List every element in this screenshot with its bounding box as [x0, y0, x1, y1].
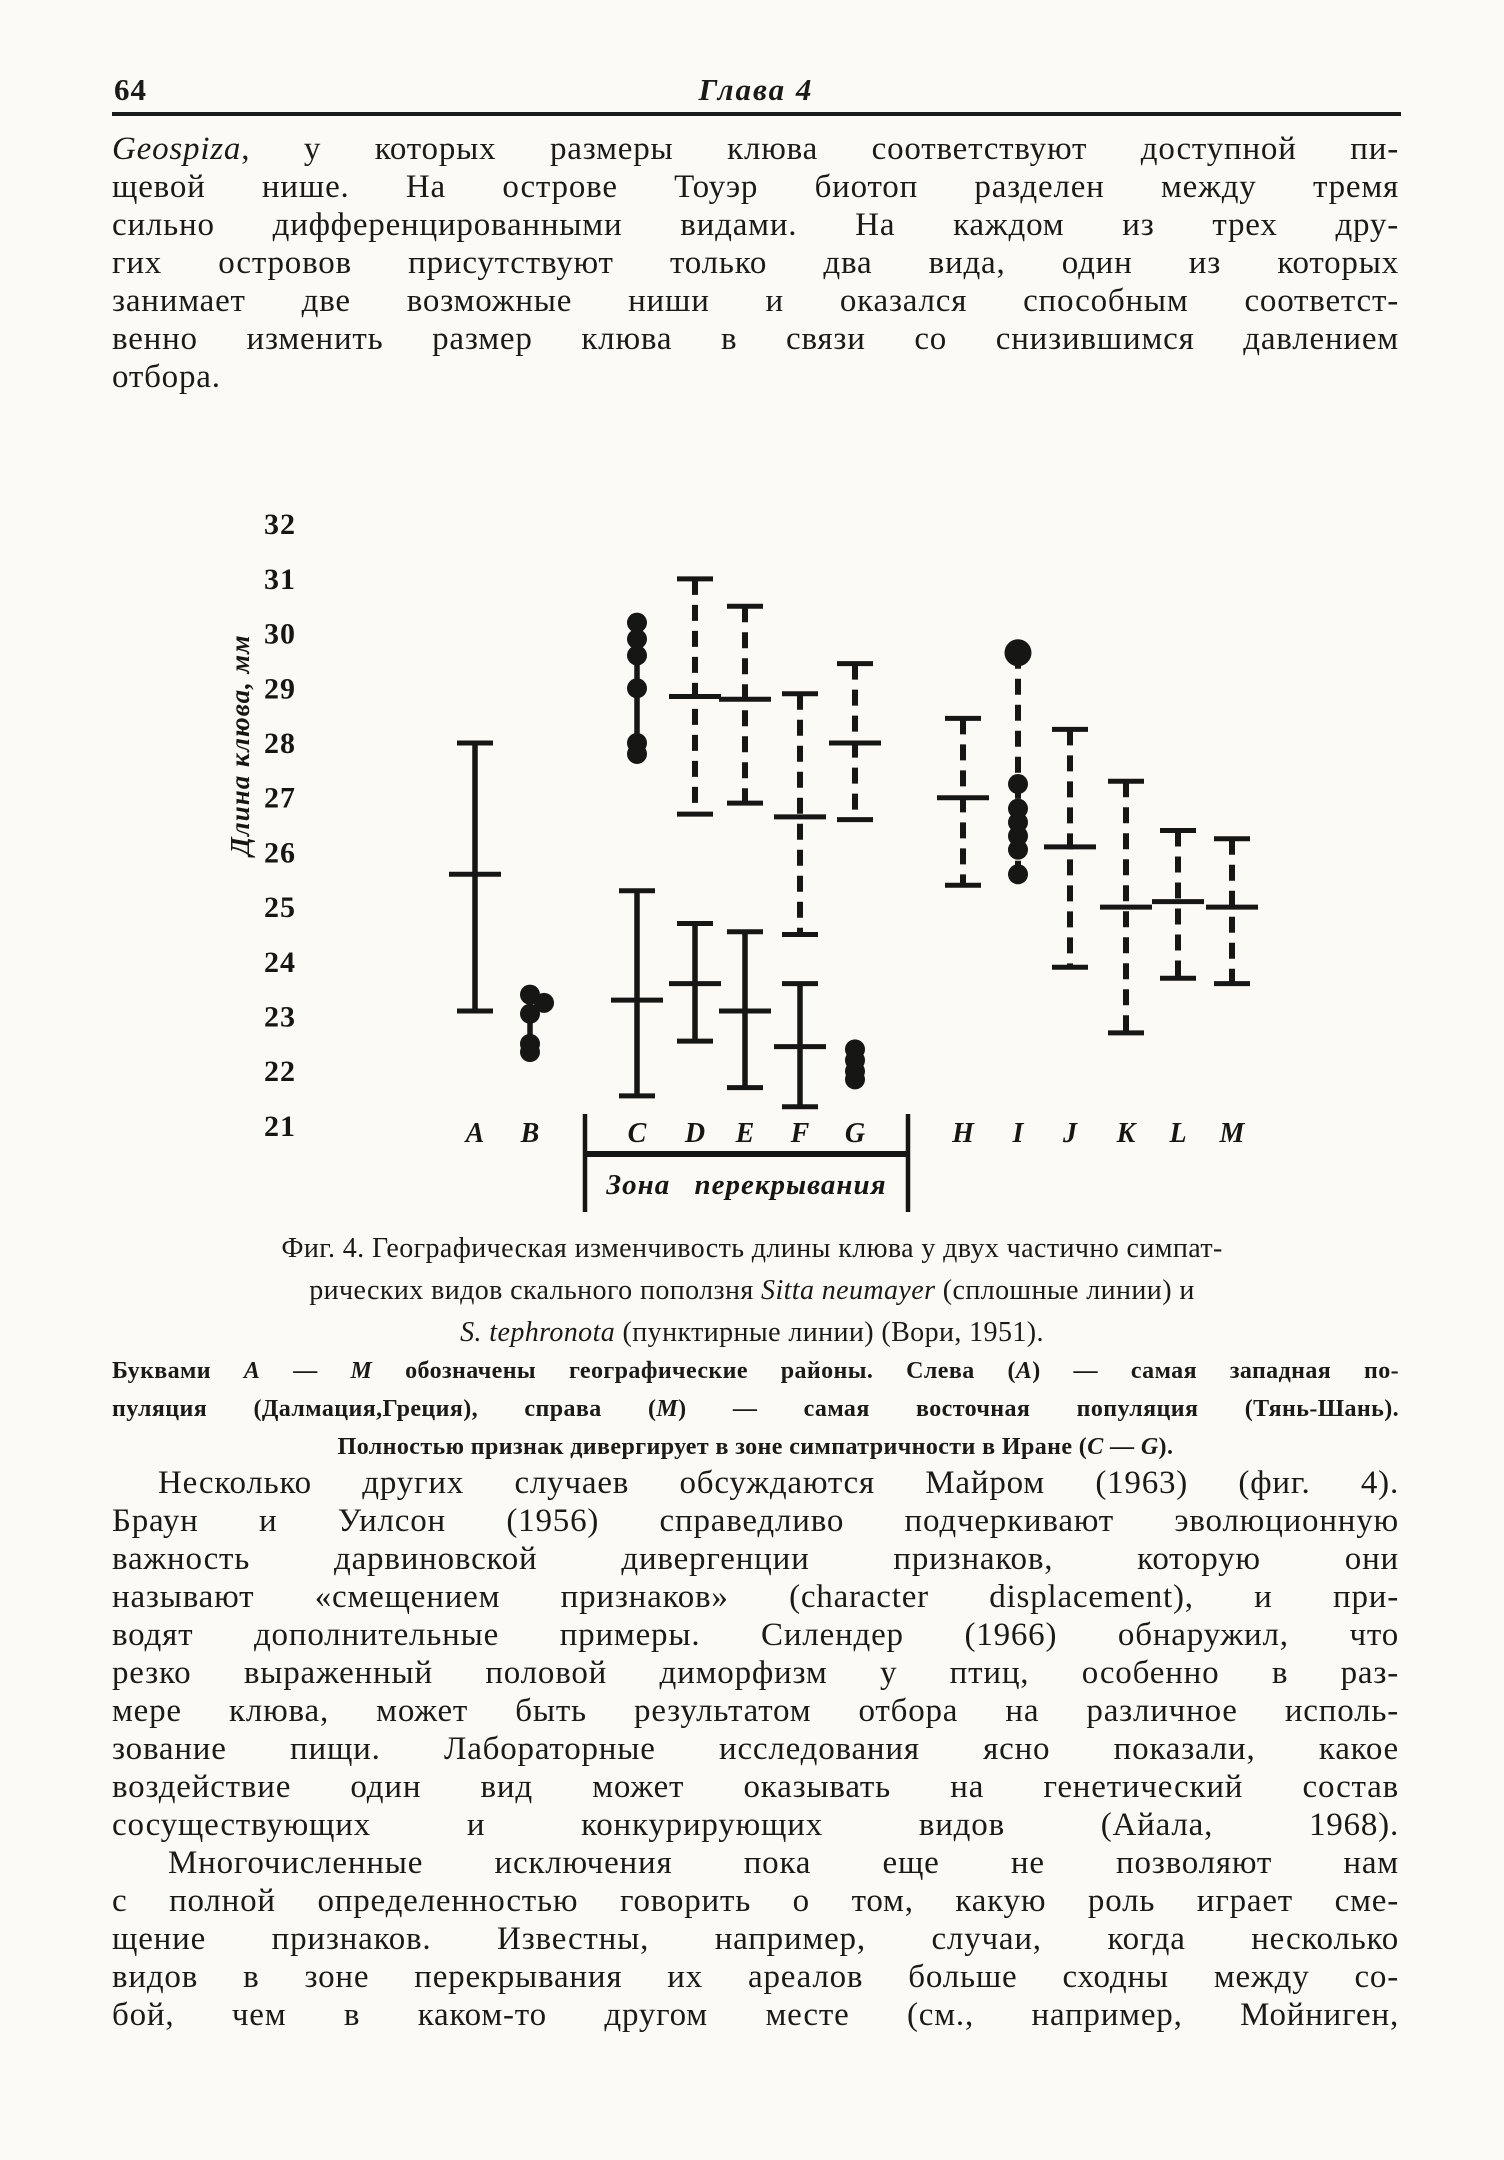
specimen-dot [845, 1069, 865, 1089]
figure-caption-line-3: S. tephronota (пунктирные линии) (Вори, 1951). [460, 1317, 1044, 1348]
chapter-title: Глава 4 [698, 72, 814, 107]
x-label-B: B [520, 1118, 540, 1149]
figure-caption-line-1: Фиг. 4. Географическая изменчивость длины клюва у двух частично симпат- [281, 1233, 1223, 1264]
chart-column-B [520, 985, 554, 1149]
figure-note-line-1: Буквами A — M обозначены географические районы. Слева (A) — самая западная по- [112, 1358, 1400, 1384]
chart-column-G [829, 664, 881, 1149]
specimen-dot [627, 733, 647, 753]
header-rule [112, 112, 1401, 116]
paragraph-1-line-4: гих островов присутствуют только два вида, один из которых [112, 245, 1399, 281]
paragraph-1-line-6: венно изменить размер клюва в связи со снизившимся давлением [112, 321, 1399, 357]
x-label-E: E [735, 1118, 755, 1149]
x-label-C: C [627, 1118, 647, 1149]
page-number: 64 [114, 72, 147, 107]
paragraph-2-line-10: сосуществующих и конкурирующих видов (Айала, 1968). [112, 1807, 1399, 1843]
paragraph-2-line-8: зование пищи. Лабораторные исследования ясно показали, какое [112, 1731, 1399, 1767]
x-label-A: A [465, 1118, 485, 1149]
paragraph-3-line-5: бой, чем в каком-то другом месте (см., например, Мойниген, [112, 1997, 1399, 2033]
chart-column-J [1044, 729, 1096, 1149]
specimen-dot [520, 1004, 540, 1024]
paragraph-3-line-4: видов в зоне перекрывания их ареалов больше сходны между со- [112, 1959, 1399, 1995]
specimen-dot [627, 678, 647, 698]
x-label-M: M [1219, 1118, 1245, 1149]
specimen-dot [845, 1039, 865, 1059]
specimen-dot [1008, 774, 1028, 794]
x-label-L: L [1169, 1118, 1187, 1149]
y-tick-29: 29 [264, 672, 296, 706]
specimen-dot [520, 1034, 540, 1054]
figure-caption [127, 1228, 1377, 1354]
y-tick-24: 24 [264, 945, 296, 979]
chart-column-K [1100, 781, 1152, 1149]
x-label-H: H [952, 1118, 974, 1149]
paragraph-1-line-7: отбора. [112, 359, 221, 395]
chart-column-D [669, 579, 721, 1149]
y-tick-25: 25 [264, 891, 296, 925]
y-tick-28: 28 [264, 727, 296, 760]
paragraph-2-line-2: Браун и Уилсон (1956) справедливо подчеркивают эволюционную [112, 1503, 1399, 1539]
figure-note-line-2: пуляция (Далмация,Греция), справа (M) — самая восточная популяция (Тянь-Шань). [112, 1396, 1399, 1422]
paragraph-3-line-3: щение признаков. Известны, например, случаи, когда несколько [112, 1921, 1399, 1957]
paragraph-2-line-1: Несколько других случаев обсуждаются Майром (1963) (фиг. 4). [158, 1465, 1399, 1501]
y-axis-title: Длина клюва, мм [225, 634, 255, 856]
paragraph-3 [112, 1844, 1399, 2034]
x-label-D: D [684, 1118, 706, 1149]
chart-column-F [774, 694, 826, 1149]
y-tick-26: 26 [264, 836, 296, 870]
x-label-I: I [1012, 1118, 1024, 1149]
y-tick-32: 32 [264, 508, 296, 542]
chart-column-A [449, 743, 501, 1149]
figure-note-line-3: Полностью признак дивергирует в зоне симпатричности в Иране (C — G). [337, 1434, 1174, 1460]
specimen-dot [520, 985, 540, 1005]
paragraph-1 [112, 130, 1399, 396]
overlap-zone-label: Зона перекрывания [606, 1169, 887, 1201]
paragraph-2-line-9: воздействие один вид может оказывать на генетический состав [112, 1769, 1399, 1805]
overlap-zone-bracket [585, 1114, 908, 1212]
chart-column-M [1206, 839, 1258, 1149]
x-label-G: G [844, 1118, 866, 1149]
paragraph-1-line-2: щевой нише. На острове Тоуэр биотоп разделен между тремя [112, 169, 1399, 205]
x-label-K: K [1116, 1118, 1136, 1149]
paragraph-2 [112, 1464, 1399, 1844]
specimen-dot [627, 613, 647, 633]
specimen-dot [627, 645, 647, 665]
specimen-dot [845, 1061, 865, 1081]
y-tick-21: 21 [264, 1109, 296, 1143]
chart-column-L [1152, 831, 1204, 1149]
specimen-dot [627, 744, 647, 764]
specimen-dot [1008, 840, 1028, 860]
y-tick-23: 23 [264, 1000, 296, 1034]
y-tick-30: 30 [264, 617, 296, 651]
page-header [112, 72, 1400, 108]
paragraph-1-line-1: Geospiza, у которых размеры клюва соответствуют доступной пи- [112, 131, 1399, 167]
x-label-J: J [1063, 1118, 1077, 1149]
paragraph-2-line-5: водят дополнительные примеры. Силендер (1966) обнаружил, что [112, 1617, 1399, 1653]
chart-column-E [719, 606, 771, 1149]
figure-note [112, 1354, 1399, 1468]
paragraph-3-line-1: Многочисленные исключения пока еще не позволяют нам [168, 1845, 1399, 1881]
specimen-dot [520, 1042, 540, 1062]
specimen-dot [1008, 864, 1028, 884]
chart-column-C [611, 613, 663, 1149]
paragraph-2-line-3: важность дарвиновской дивергенции признаков, которую они [112, 1541, 1399, 1577]
chart-column-H [937, 718, 989, 1149]
x-label-F: F [790, 1118, 810, 1149]
paragraph-1-line-5: занимает две возможные ниши и оказался способным соответст- [112, 283, 1399, 319]
specimen-dot [1008, 799, 1028, 819]
specimen-dot [845, 1050, 865, 1070]
chart-column-I [1005, 639, 1032, 1149]
y-tick-27: 27 [264, 781, 296, 815]
paragraph-1-line-3: сильно дифференцированными видами. На каждом из трех дру- [112, 207, 1399, 243]
specimen-dot [1005, 639, 1032, 666]
specimen-dot [1008, 826, 1028, 846]
paragraph-2-line-7: мере клюва, может быть результатом отбора на различное исполь- [112, 1693, 1399, 1729]
y-tick-31: 31 [264, 562, 296, 596]
paragraph-2-line-6: резко выраженный половой диморфизм у птиц, особенно в раз- [112, 1655, 1399, 1691]
specimen-dot [627, 629, 647, 649]
specimen-dot [1008, 812, 1028, 832]
paragraph-3-line-2: с полной определенностью говорить о том, какую роль играет сме- [112, 1883, 1399, 1919]
y-axis-tick-labels [264, 508, 296, 1143]
y-tick-22: 22 [264, 1055, 296, 1089]
paragraph-2-line-4: называют «смещением признаков» (character displacement), и при- [112, 1579, 1399, 1615]
figure-caption-line-2: рических видов скального поползня Sitta neumayer (сплошные линии) и [309, 1275, 1195, 1306]
specimen-dot [534, 993, 554, 1013]
